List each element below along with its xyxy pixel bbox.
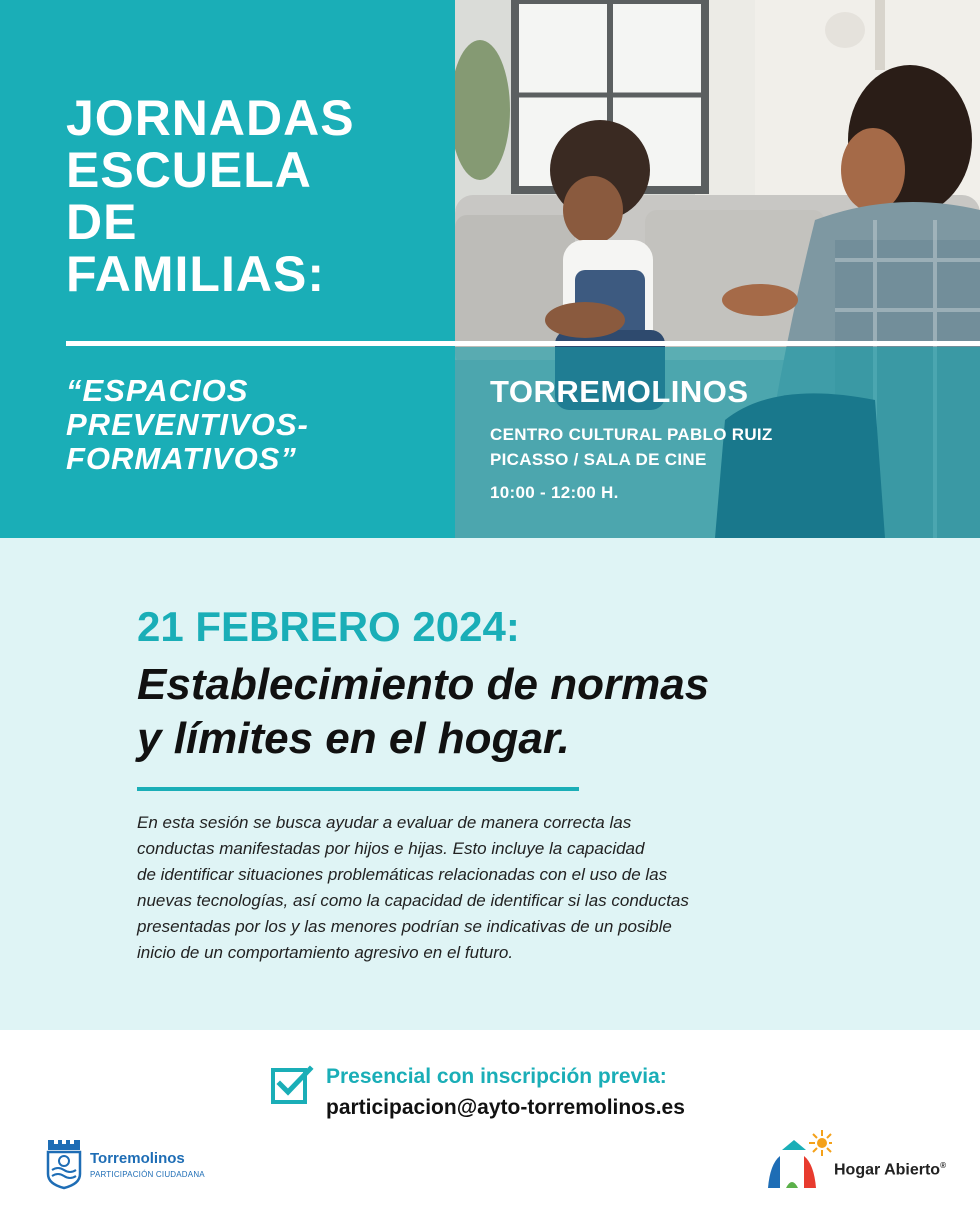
venue-time: 10:00 - 12:00 H. <box>490 483 619 502</box>
session-band <box>0 538 980 1030</box>
description-line: conductas manifestadas por hijos e hijas. Esto incluye la capacidad <box>137 839 645 858</box>
hero-band <box>0 0 980 538</box>
registered-mark: ® <box>940 1161 946 1170</box>
title-line: ESCUELA <box>66 142 312 198</box>
registration-label: Presencial con inscripción previa: <box>326 1065 667 1088</box>
hogar-abierto-logo-icon <box>766 1128 832 1192</box>
title-line: DE <box>66 194 138 250</box>
subtitle-line: “ESPACIOS <box>66 373 249 408</box>
venue-place-line: CENTRO CULTURAL PABLO RUIZ <box>490 425 773 444</box>
venue-place <box>490 422 773 472</box>
checkbox-icon <box>270 1065 314 1105</box>
description-line: presentadas por los y las menores podrían se indicativas de un posible <box>137 917 672 936</box>
description-line: En esta sesión se busca ayudar a evaluar de manera correcta las <box>137 813 632 832</box>
session-description <box>137 810 857 966</box>
session-headline <box>137 658 709 766</box>
venue-info <box>490 374 773 505</box>
headline-divider <box>137 787 579 791</box>
title-line: JORNADAS <box>66 90 355 146</box>
title-divider <box>66 341 980 346</box>
logo-right-name <box>834 1156 946 1180</box>
hogar-abierto-logo <box>766 1128 956 1192</box>
session-date: 21 FEBRERO 2024: <box>137 603 520 650</box>
venue-place-line: PICASSO / SALA DE CINE <box>490 450 707 469</box>
description-line: inicio de un comportamiento agresivo en el futuro. <box>137 943 514 962</box>
logo-right-name-text: Hogar Abierto <box>834 1161 941 1179</box>
event-title <box>66 92 355 300</box>
subtitle-line: FORMATIVOS” <box>66 441 297 476</box>
headline-line: y límites en el hogar. <box>137 714 570 763</box>
logo-left-name: Torremolinos <box>90 1150 185 1167</box>
logo-left-subtitle: PARTICIPACIÓN CIUDADANA <box>90 1170 205 1179</box>
venue-city: TORREMOLINOS <box>490 374 749 409</box>
torremolinos-crest-icon <box>46 1136 82 1190</box>
title-line: FAMILIAS: <box>66 246 325 302</box>
registration-email[interactable]: participacion@ayto-torremolinos.es <box>326 1096 685 1119</box>
description-line: de identificar situaciones problemáticas relacionadas con el uso de las <box>137 865 668 884</box>
footer-band <box>0 1030 980 1225</box>
description-line: nuevas tecnologías, así como la capacidad de identificar si las conductas <box>137 891 689 910</box>
subtitle-line: PREVENTIVOS- <box>66 407 309 442</box>
event-subtitle <box>66 374 309 476</box>
headline-line: Establecimiento de normas <box>137 660 710 709</box>
